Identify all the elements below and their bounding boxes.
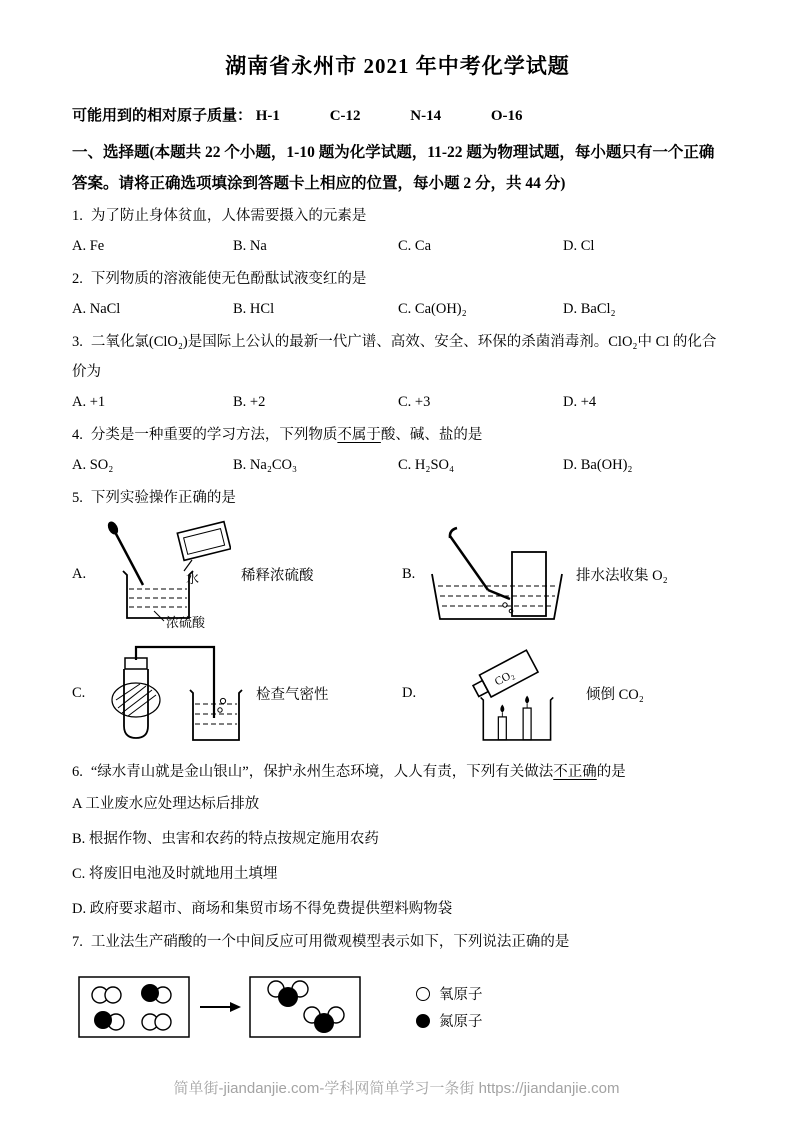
q6-option-c: C. 将废旧电池及时就地用土填埋: [72, 866, 278, 882]
q1-option-b: B. Na: [233, 238, 267, 254]
nitrogen-atom-label: 氮原子: [439, 1014, 483, 1030]
q5-figure-row-1: [72, 519, 723, 629]
q5-number: 5.: [72, 490, 83, 506]
q2-stem: [72, 264, 723, 294]
q4-option-d: D. Ba(OH)₂: [563, 457, 633, 473]
q5-figure-row-2: [72, 639, 723, 747]
q4-option-a: A. SO₂: [72, 457, 114, 473]
q7-diagram: [78, 967, 723, 1047]
page-title: 湖南省永州市 2021 年中考化学试题: [225, 54, 570, 78]
question-1: [72, 201, 723, 261]
q1-option-a: A. Fe: [72, 238, 105, 254]
q6-option-d: D. 政府要求超市、商场和集贸市场不得免费提供塑料购物袋: [72, 901, 453, 917]
q6-option-b: B. 根据作物、虫害和农药的特点按规定施用农药: [72, 831, 379, 847]
q1-stem-text: 为了防止身体贫血，人体需要摄入的元素是: [90, 208, 367, 224]
section-header: 一、选择题(本题共 22 个小题，1-10 题为化学试题，11-22 题为物理试题，每小题只有一个正确答案。请将正确选项填涂到答题卡上相应的位置，每小题 2 分，共 44 分): [72, 144, 715, 192]
q5-option-b-caption: 排水法收集 O₂: [576, 567, 668, 584]
atomic-masses-label: 可能用到的相对原子质量：: [72, 108, 253, 124]
q6-stem-text: “绿水青山就是金山银山”，保护永州生态环境，人人有责，下列有关做法: [90, 764, 554, 780]
q5-option-a: [72, 519, 402, 629]
q4-stem: [72, 420, 723, 450]
q3-stem-text: 二氧化氯(ClO₂)是国际上公认的最新一代广谱、高效、安全、环保的杀菌消毒剂。ClO₂中 Cl 的化合价为: [72, 334, 717, 380]
acid-label: 浓硫酸: [166, 615, 206, 629]
q4-option-b: B. Na₂CO₃: [233, 457, 298, 473]
atomic-mass-c: C-12: [329, 108, 361, 124]
q6-option-a: A 工业废水应处理达标后排放: [72, 796, 260, 812]
airtight-check-figure: [96, 642, 246, 744]
question-3: [72, 327, 723, 417]
legend-nitrogen: [416, 1007, 483, 1034]
q5-option-d-letter: D.: [402, 684, 417, 701]
q3-number: 3.: [72, 334, 83, 350]
question-4: [72, 420, 723, 480]
q5-option-c-letter: C.: [72, 684, 86, 701]
q3-stem: [72, 327, 723, 387]
q6-stem: [72, 757, 723, 787]
q1-option-c: C. Ca: [398, 238, 432, 254]
co2-bottle-label: CO₂: [492, 668, 517, 689]
q2-number: 2.: [72, 271, 83, 287]
q7-stem-text: 工业法生产硝酸的一个中间反应可用微观模型表示如下，下列说法正确的是: [90, 934, 570, 950]
water-collection-figure: [426, 524, 566, 624]
atomic-mass-n: N-14: [410, 108, 442, 124]
q3-options: [72, 387, 723, 417]
q2-option-c: C. Ca(OH)₂: [398, 301, 467, 317]
q5-option-a-letter: A.: [72, 565, 87, 582]
q4-stem-underline: 不属于: [337, 427, 381, 443]
q2-stem-text: 下列物质的溶液能使无色酚酞试液变红的是: [90, 271, 367, 287]
q2-option-b: B. HCl: [233, 301, 275, 317]
q3-option-d: D. +4: [563, 394, 597, 410]
q6-stem-text-2: 的是: [596, 764, 626, 780]
dilute-acid-figure: [96, 519, 231, 629]
atomic-mass-h: H-1: [255, 108, 280, 124]
q4-stem-text-2: 酸、碱、盐的是: [380, 427, 483, 443]
q5-option-c-caption: 检查气密性: [256, 686, 329, 703]
q5-option-c: [72, 642, 402, 744]
q7-legend: [416, 980, 483, 1034]
q4-options: [72, 450, 723, 480]
q1-stem: [72, 201, 723, 231]
q6-stem-underline: 不正确: [553, 764, 597, 780]
q4-number: 4.: [72, 427, 83, 443]
question-7: [72, 927, 723, 1047]
q5-option-a-caption: 稀释浓硫酸: [241, 567, 314, 584]
q1-option-d: D. Cl: [563, 238, 595, 254]
atomic-masses-line: [72, 104, 723, 125]
question-5: [72, 483, 723, 747]
q5-option-d: [402, 639, 644, 747]
micro-model-diagram: [78, 967, 378, 1047]
question-2: [72, 264, 723, 324]
q4-option-c: C. H₂SO₄: [398, 457, 455, 473]
q5-option-b-letter: B.: [402, 565, 416, 582]
q7-number: 7.: [72, 934, 83, 950]
q5-option-d-caption: 倾倒 CO₂: [586, 686, 644, 703]
watermark-footer: 简单街-jiandanjie.com-学科网简单学习一条街 https://jiandanjie.com: [173, 1080, 620, 1097]
water-label: 水: [186, 571, 200, 586]
q7-stem: [72, 927, 723, 957]
q1-number: 1.: [72, 208, 83, 224]
q3-option-b: B. +2: [233, 394, 266, 410]
q6-options: [72, 787, 723, 927]
q2-option-d: D. BaCl₂: [563, 301, 616, 317]
q2-option-a: A. NaCl: [72, 301, 121, 317]
q5-stem-text: 下列实验操作正确的是: [90, 490, 236, 506]
q1-options: [72, 231, 723, 261]
atomic-mass-o: O-16: [490, 108, 523, 124]
q4-stem-text: 分类是一种重要的学习方法，下列物质: [90, 427, 338, 443]
pour-co2-figure: [426, 639, 576, 747]
q5-stem: [72, 483, 723, 513]
nitrogen-atom-icon: [416, 1014, 430, 1028]
oxygen-atom-label: 氧原子: [439, 987, 483, 1003]
q3-option-c: C. +3: [398, 394, 431, 410]
q6-number: 6.: [72, 764, 83, 780]
oxygen-atom-icon: [416, 987, 430, 1001]
q2-options: [72, 294, 723, 324]
q3-option-a: A. +1: [72, 394, 106, 410]
question-6: [72, 757, 723, 927]
q5-option-b: [402, 524, 668, 624]
legend-oxygen: [416, 980, 483, 1007]
